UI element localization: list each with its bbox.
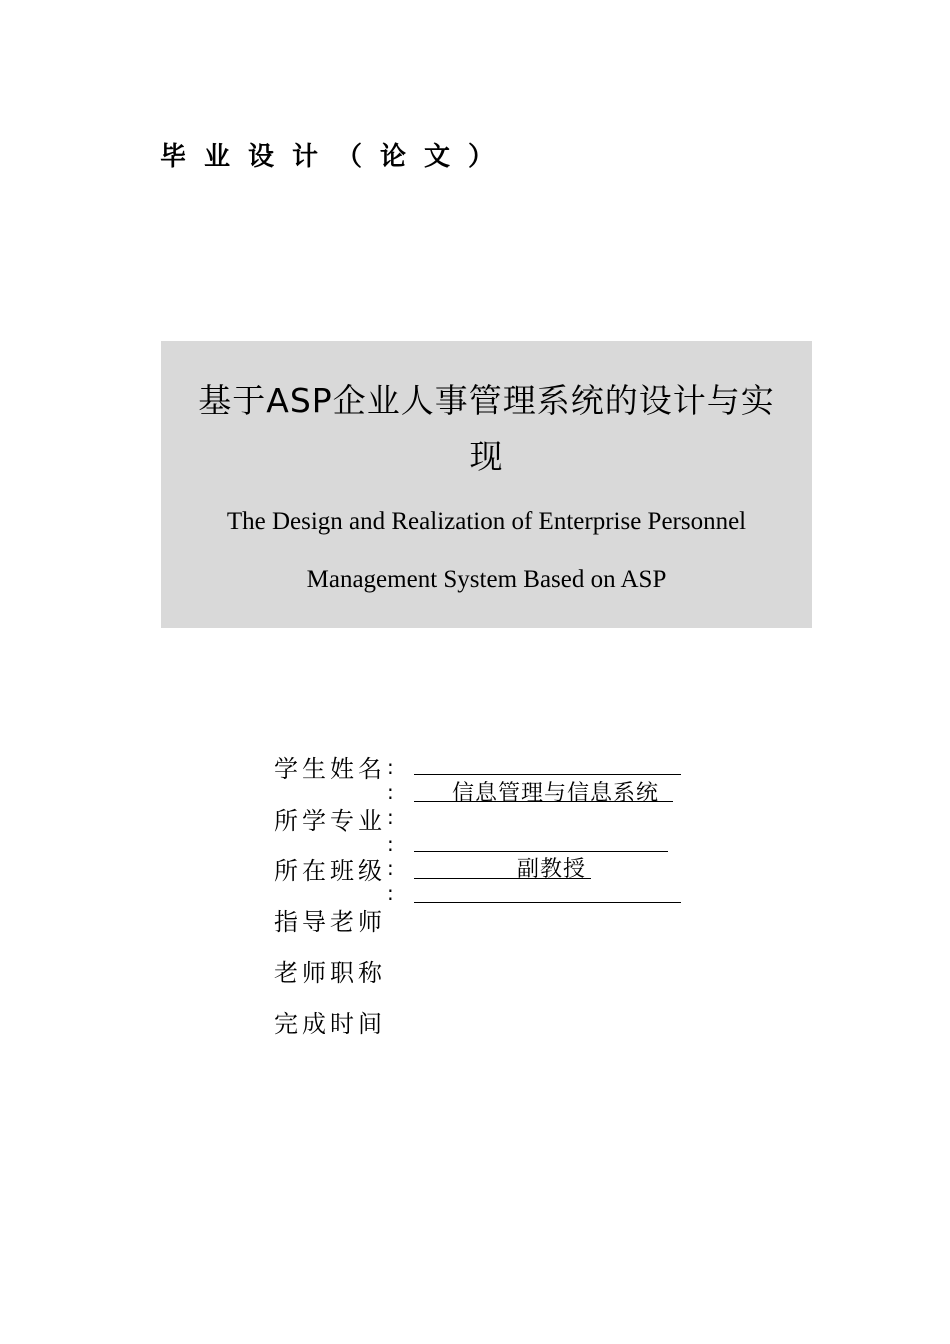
advisor-title-value: 副教授 <box>517 857 587 882</box>
underline-student-name <box>414 774 681 775</box>
major-value: 信息管理与信息系统 <box>452 781 660 806</box>
label-major: 所学专业 <box>274 807 386 835</box>
label-class: 所在班级 <box>274 857 386 885</box>
chinese-title-line-1: 基于ASP企业人事管理系统的设计与实 <box>198 381 775 420</box>
colon: : <box>387 856 394 880</box>
chinese-title <box>161 373 812 485</box>
english-title-line-1: The Design and Realization of Enterprise Personnel <box>226 508 747 535</box>
colon: : <box>387 755 394 779</box>
label-advisor-title: 老师职称 <box>274 959 386 987</box>
underline-completion-time <box>414 902 681 903</box>
chinese-title-line-2: 现 <box>469 437 504 476</box>
label-advisor: 指导老师 <box>274 908 386 936</box>
title-block <box>161 341 812 628</box>
label-completion-time: 完成时间 <box>274 1010 386 1038</box>
english-title-line-2: Management System Based on ASP <box>306 566 667 593</box>
colon: : <box>387 805 394 829</box>
colon: : <box>387 832 394 856</box>
colon: : <box>387 780 394 804</box>
colon: : <box>387 881 394 905</box>
underline-advisor-title <box>414 878 591 879</box>
underline-major <box>414 801 673 802</box>
label-student-name: 学生姓名 <box>274 755 386 783</box>
english-title <box>161 493 812 609</box>
thesis-header-title: 毕业设计（论文） <box>160 142 513 172</box>
